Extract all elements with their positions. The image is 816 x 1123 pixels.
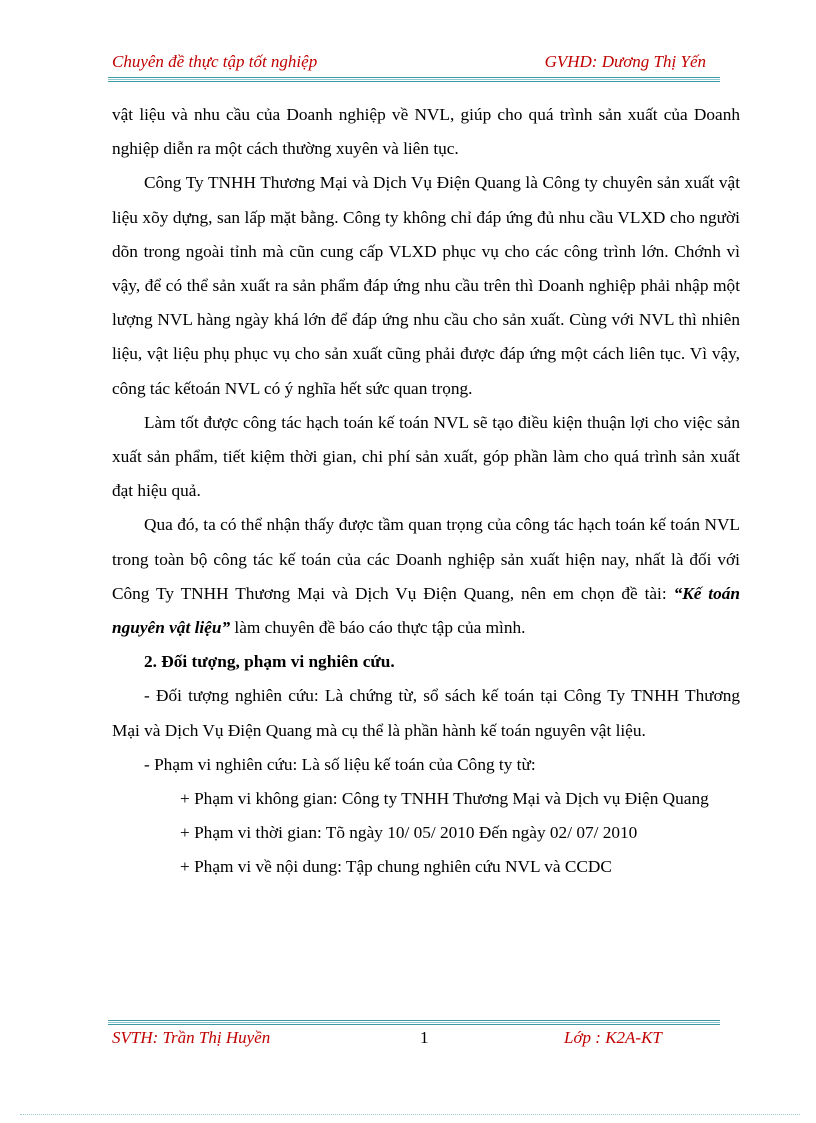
paragraph-text: làm chuyên đề báo cáo thực tập của mình.	[230, 618, 526, 638]
paragraph-text: Qua đó, ta có thể nhận thấy được tầm quan trọng của công tác hạch toán kế toán NVL trong toàn bộ công tác kế toán của các Doanh nghiệp sản xuất hiện nay, nhất là đối với Công Ty TNHH Thương Mại và Dịch Vụ Điện Quang, nên em chọn đề tài:	[112, 515, 740, 603]
paragraph: Công Ty TNHH Thương Mại và Dịch Vụ Điện Quang là Công ty chuyên sản xuất vật liệu xõy dựng, san lấp mặt bằng. Công ty không chỉ đáp ứng đủ nhu cầu VLXD cho người dõn trong ngoài tỉnh mà cũn cung cấp VLXD phục vụ cho các công trình lớn. Chớnh vì vậy, để có thể sản xuất ra sản phẩm đáp ứng nhu cầu trên thì Doanh nghiệp phải nhập một lượng NVL hàng ngày khá lớn để đáp ứng nhu cầu cho sản xuất. Cùng với NVL thì nhiên liệu, vật liệu phụ phục vụ cho sản xuất cũng phải được đáp ứng một cách liên tục. Vì vậy, công tác kếtoán NVL có ý nghĩa hết sức quan trọng.	[112, 173, 740, 398]
header-supervisor: GVHD: Dương Thị Yến	[544, 52, 706, 71]
paragraph: - Phạm vi nghiên cứu: Là số liệu kế toán của Công ty từ:	[144, 754, 536, 774]
page-footer	[112, 1028, 720, 1052]
paragraph	[112, 508, 740, 645]
paragraph: + Phạm vi về nội dung: Tập chung nghiên cứu NVL và CCDC	[180, 857, 612, 877]
page-header	[112, 52, 720, 76]
bottom-divider	[20, 1114, 800, 1115]
document-body	[112, 98, 740, 885]
paragraph: - Đối tượng nghiên cứu: Là chứng từ, sổ sách kế toán tại Công Ty TNHH Thương Mại và Dịch Vụ Điện Quang mà cụ thể là phần hành kế toán nguyên vật liệu.	[112, 686, 740, 740]
paragraph: + Phạm vi không gian: Công ty TNHH Thương Mại và Dịch vụ Điện Quang	[180, 789, 709, 809]
header-title: Chuyên đề thực tập tốt nghiệp	[112, 52, 318, 71]
paragraph: + Phạm vi thời gian: Tõ ngày 10/ 05/ 2010 Đến ngày 02/ 07/ 2010	[180, 823, 638, 843]
paragraph: Làm tốt được công tác hạch toán kế toán NVL sẽ tạo điều kiện thuận lợi cho việc sản xuất sản phẩm, tiết kiệm thời gian, chi phí sản xuất, góp phần làm cho quá trình sản xuất đạt hiệu quả.	[112, 412, 740, 501]
paragraph: vật liệu và nhu cầu của Doanh nghiệp về NVL, giúp cho quá trình sản xuất của Doanh nghiệp diễn ra một cách thường xuyên và liên tục.	[112, 105, 740, 159]
footer-student: SVTH: Trần Thị Huyền	[112, 1028, 271, 1047]
thesis-title: “Kế toán nguyên vật liệu”	[112, 583, 740, 638]
page-number: 1	[420, 1028, 429, 1047]
footer-rule	[108, 1020, 720, 1021]
footer-class: Lớp : K2A-KT	[564, 1028, 662, 1047]
section-heading: 2. Đối tượng, phạm vi nghiên cứu.	[144, 652, 395, 672]
header-rule	[108, 77, 720, 78]
